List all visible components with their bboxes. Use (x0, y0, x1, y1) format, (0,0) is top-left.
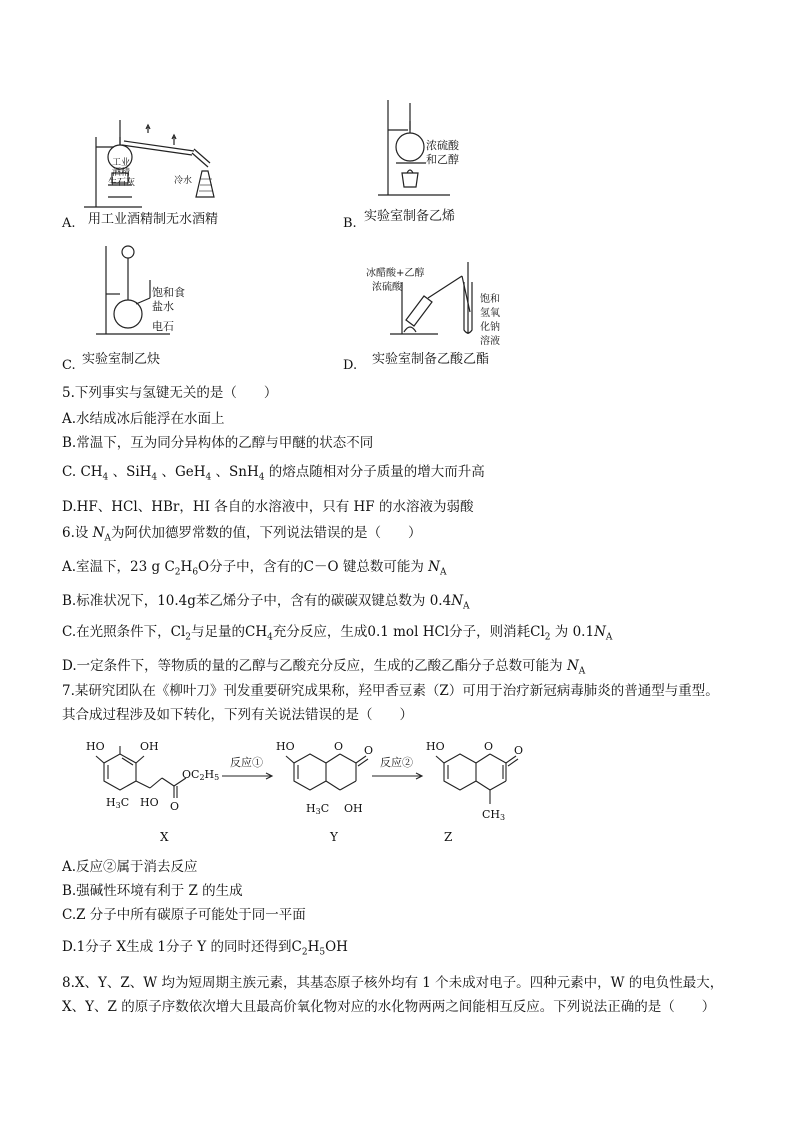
svg-text:O: O (514, 744, 524, 757)
svg-text:HO: HO (276, 740, 295, 753)
svg-text:O: O (170, 800, 180, 813)
apparatus-d-caption: 实验室制备乙酸乙酯 (372, 352, 490, 367)
apparatus-a-label-4: 冷水 (174, 176, 193, 186)
molecule-y-label: Y (330, 830, 338, 844)
apparatus-c-drawing (80, 236, 220, 366)
molecule-x-label: X (160, 830, 169, 844)
apparatus-b-label-2: 和乙醇 (426, 153, 459, 166)
apparatus-a (62, 115, 262, 235)
q7-stem-line2: 其合成过程涉及如下转化，下列有关说法错误的是（ ） (62, 707, 413, 723)
reaction-scheme-drawing (62, 728, 542, 848)
apparatus-d-label-2: 浓硫酸 (372, 282, 402, 293)
molecule-x-ring (104, 754, 136, 790)
apparatus-a-letter: A. (62, 216, 76, 231)
q5-stem: 5.下列事实与氢键无关的是（ ） (62, 385, 278, 401)
apparatus-c-label-1: 饱和食 (152, 286, 185, 299)
svg-text:OH: OH (140, 740, 159, 753)
molecule-y-ring (294, 754, 326, 790)
svg-text:HO: HO (426, 740, 445, 753)
svg-text:OH: OH (344, 802, 363, 815)
q5-option-b: B.常温下，互为同分异构体的乙醇与甲醚的状态不同 (62, 435, 374, 451)
svg-text:O: O (484, 740, 494, 753)
svg-text:HO: HO (140, 796, 159, 809)
svg-text:H3C: H3C (106, 796, 130, 810)
apparatus-d-letter: D. (343, 358, 358, 373)
q5-option-c-suffix: 的熔点随相对分子质量的增大而升高 (268, 464, 485, 480)
svg-text:O: O (334, 740, 344, 753)
svg-text:HO: HO (86, 740, 105, 753)
svg-text:OC2H5: OC2H5 (182, 768, 220, 782)
apparatus-c-label-2: 盐水 (152, 300, 174, 313)
q5-option-c-prefix: C. (62, 464, 81, 480)
apparatus-a-caption: 用工业酒精制无水酒精 (88, 212, 219, 227)
apparatus-d-label-5: 化钠 (480, 322, 500, 333)
q6-option-b: B.标准状况下，10.4g苯乙烯分子中，含有的碳碳双键总数为 $0.4N_A$ (62, 593, 470, 612)
apparatus-c-letter: C. (62, 358, 76, 373)
apparatus-b-label-1: 浓硫酸 (426, 139, 459, 152)
apparatus-d-label-3: 饱和 (480, 294, 500, 305)
apparatus-b-caption: 实验室制备乙烯 (364, 209, 456, 224)
apparatus-c-caption: 实验室制乙炔 (82, 352, 161, 367)
q6-option-c: C.在光照条件下，$Cl_2$与足量的$CH_4$充分反应，生成0.1 mol HCl分子，则消耗$Cl_2$ 为 $0.1N_A$ (62, 624, 613, 643)
apparatus-d (366, 252, 566, 367)
q7-option-d: D.1分子 X生成 1分子 Y 的同时还得到$C_2H_5OH$ (62, 939, 348, 958)
q7-option-c: C.Z 分子中所有碳原子可能处于同一平面 (62, 907, 306, 923)
svg-text:CH3: CH3 (482, 808, 506, 822)
q8-stem-line2: X、Y、Z 的原子序数依次增大且最高价氧化物对应的水化物两两之间能相互反应。下列说法正确的是（ ） (62, 999, 716, 1015)
q5-option-a: A.水结成冰后能浮在水面上 (62, 411, 225, 427)
q8-stem-line1: 8.X、Y、Z、W 均为短周期主族元素，其基态原子核外均有 1 个未成对电子。四种元素中，W 的电负性最大， (62, 975, 724, 991)
reaction-1-label: 反应① (230, 756, 263, 769)
q7-stem-line1: 7.某研究团队在《柳叶刀》刊发重要研究成果称，羟甲香豆素（Z）可用于治疗新冠病毒肺炎的普通型与重型。 (62, 683, 719, 699)
apparatus-a-label-2: 酒精 (112, 168, 131, 178)
reaction-2-label: 反应② (380, 756, 413, 769)
q6-option-a: A.室温下，23 g $C_2H_6O$分子中，含有的C－O 键总数可能为 $N_A$ (62, 559, 447, 578)
molecule-z-label: Z (444, 830, 453, 844)
q6-option-d: D.一定条件下，等物质的量的乙醇与乙酸充分反应，生成的乙酸乙酯分子总数可能为 $N_A$ (62, 658, 586, 677)
apparatus-a-label-3: 生石灰 (108, 178, 136, 188)
apparatus-b (364, 95, 510, 225)
q7-option-a: A.反应②属于消去反应 (62, 859, 198, 875)
apparatus-d-label-1: 冰醋酸+乙醇 (366, 268, 425, 279)
reaction-scheme (62, 728, 542, 848)
svg-text:O: O (364, 744, 374, 757)
q5-option-d: D.HF、HCl、HBr，HI 各自的水溶液中，只有 HF 的水溶液为弱酸 (62, 499, 474, 515)
apparatus-b-letter: B. (343, 216, 357, 231)
apparatus-c-label-3: 电石 (152, 320, 174, 333)
apparatus-d-label-6: 溶液 (480, 336, 500, 347)
apparatus-c (80, 236, 220, 366)
q7-option-b: B.强碱性环境有利于 Z 的生成 (62, 883, 243, 899)
q5-option-c: C. $CH_4$ 、SiH$_4$ 、GeH$_4$ 、SnH$_4$ 的熔点随相对分子质量的增大而升高 (62, 464, 485, 483)
apparatus-a-label-1: 工业 (112, 158, 131, 168)
apparatus-d-label-4: 氢氧 (480, 308, 500, 319)
molecule-z-ring (444, 754, 476, 790)
svg-text:H3C: H3C (306, 802, 330, 816)
q6-stem: 6.设 $N_A$为阿伏加德罗常数的值，下列说法错误的是（ ） (62, 525, 422, 544)
